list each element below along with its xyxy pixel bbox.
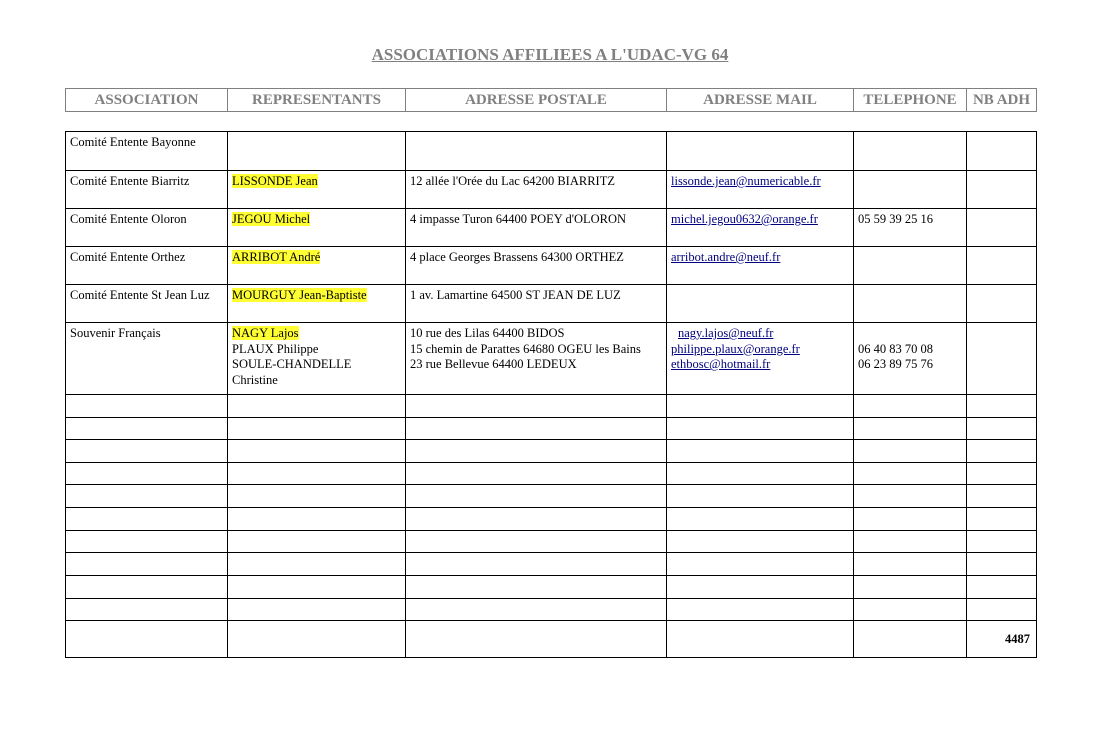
address-line: 15 chemin de Parattes 64680 OGEU les Bains (410, 341, 641, 356)
cell-nb-adh (967, 323, 1037, 395)
cell-telephone (854, 132, 967, 171)
cell-representants (228, 171, 406, 209)
representant-name: MOURGUY Jean-Baptiste (232, 288, 367, 302)
representant-name: SOULE-CHANDELLE (232, 357, 352, 371)
header-row (66, 89, 1037, 112)
representant-name: JEGOU Michel (232, 212, 311, 226)
cell-telephone (854, 285, 967, 323)
empty-row (66, 418, 1037, 440)
cell-telephone (854, 323, 967, 395)
cell-representants (228, 209, 406, 247)
total-adherents: 4487 (967, 621, 1037, 658)
representant-name: PLAUX Philippe (232, 341, 319, 356)
address-line: 23 rue Bellevue 64400 LEDEUX (410, 357, 577, 371)
cell-adresse (406, 132, 667, 171)
cell-adresse: 4 place Georges Brassens 64300 ORTHEZ (406, 247, 667, 285)
table-row (66, 323, 1037, 395)
email-link[interactable]: ethbosc@hotmail.fr (671, 357, 771, 371)
email-link[interactable]: arribot.andre@neuf.fr (671, 250, 781, 264)
cell-mail (667, 132, 854, 171)
header-adresse-mail: ADRESSE MAIL (667, 89, 854, 112)
cell-representants (228, 323, 406, 395)
cell-mail (667, 285, 854, 323)
cell-nb-adh (967, 171, 1037, 209)
email-link[interactable]: lissonde.jean@numericable.fr (671, 174, 821, 188)
cell-adresse: 4 impasse Turon 64400 POEY d'OLORON (406, 209, 667, 247)
empty-row (66, 440, 1037, 463)
header-representants: REPRESENTANTS (228, 89, 406, 112)
table-row (66, 247, 1037, 285)
cell-mail (667, 209, 854, 247)
representant-name: ARRIBOT André (232, 250, 321, 264)
phone-number: 06 23 89 75 76 (858, 357, 933, 371)
cell-adresse (406, 323, 667, 395)
cell-representants (228, 285, 406, 323)
table-row (66, 209, 1037, 247)
cell-nb-adh (967, 247, 1037, 285)
empty-row (66, 531, 1037, 553)
page-title: ASSOCIATIONS AFFILIEES A L'UDAC-VG 64 (371, 45, 729, 64)
cell-association: Comité Entente Bayonne (66, 132, 228, 171)
header-adresse-postale: ADRESSE POSTALE (406, 89, 667, 112)
representant-name: LISSONDE Jean (232, 174, 318, 188)
empty-row (66, 553, 1037, 576)
email-link[interactable]: nagy.lajos@neuf.fr (678, 326, 774, 340)
empty-row (66, 463, 1037, 485)
table-row (66, 285, 1037, 323)
associations-table (65, 131, 1037, 658)
cell-telephone (854, 247, 967, 285)
address-line: 10 rue des Lilas 64400 BIDOS (410, 326, 565, 340)
cell-telephone: 05 59 39 25 16 (854, 209, 967, 247)
header-association: ASSOCIATION (66, 89, 228, 112)
cell-association: Comité Entente Biarritz (66, 171, 228, 209)
empty-row (66, 485, 1037, 508)
empty-row (66, 508, 1037, 531)
cell-association: Comité Entente Orthez (66, 247, 228, 285)
total-row (66, 621, 1037, 658)
cell-telephone (854, 171, 967, 209)
cell-nb-adh (967, 285, 1037, 323)
cell-association: Souvenir Français (66, 323, 228, 395)
empty-row (66, 599, 1037, 621)
table-row (66, 171, 1037, 209)
cell-nb-adh (967, 132, 1037, 171)
header-nb-adh: NB ADH (967, 89, 1037, 112)
cell-mail (667, 323, 854, 395)
representant-name: Christine (232, 372, 278, 387)
empty-row (66, 395, 1037, 418)
phone-number: 06 40 83 70 08 (858, 341, 933, 356)
cell-representants (228, 132, 406, 171)
header-table (65, 88, 1037, 112)
cell-mail (667, 247, 854, 285)
email-link[interactable]: philippe.plaux@orange.fr (671, 341, 800, 356)
cell-representants (228, 247, 406, 285)
cell-mail (667, 171, 854, 209)
cell-nb-adh (967, 209, 1037, 247)
empty-row (66, 576, 1037, 599)
cell-association: Comité Entente St Jean Luz (66, 285, 228, 323)
cell-adresse: 12 allée l'Orée du Lac 64200 BIARRITZ (406, 171, 667, 209)
cell-association: Comité Entente Oloron (66, 209, 228, 247)
table-row (66, 132, 1037, 171)
cell-adresse: 1 av. Lamartine 64500 ST JEAN DE LUZ (406, 285, 667, 323)
header-telephone: TELEPHONE (854, 89, 967, 112)
representant-name: NAGY Lajos (232, 326, 299, 340)
email-link[interactable]: michel.jegou0632@orange.fr (671, 212, 818, 226)
